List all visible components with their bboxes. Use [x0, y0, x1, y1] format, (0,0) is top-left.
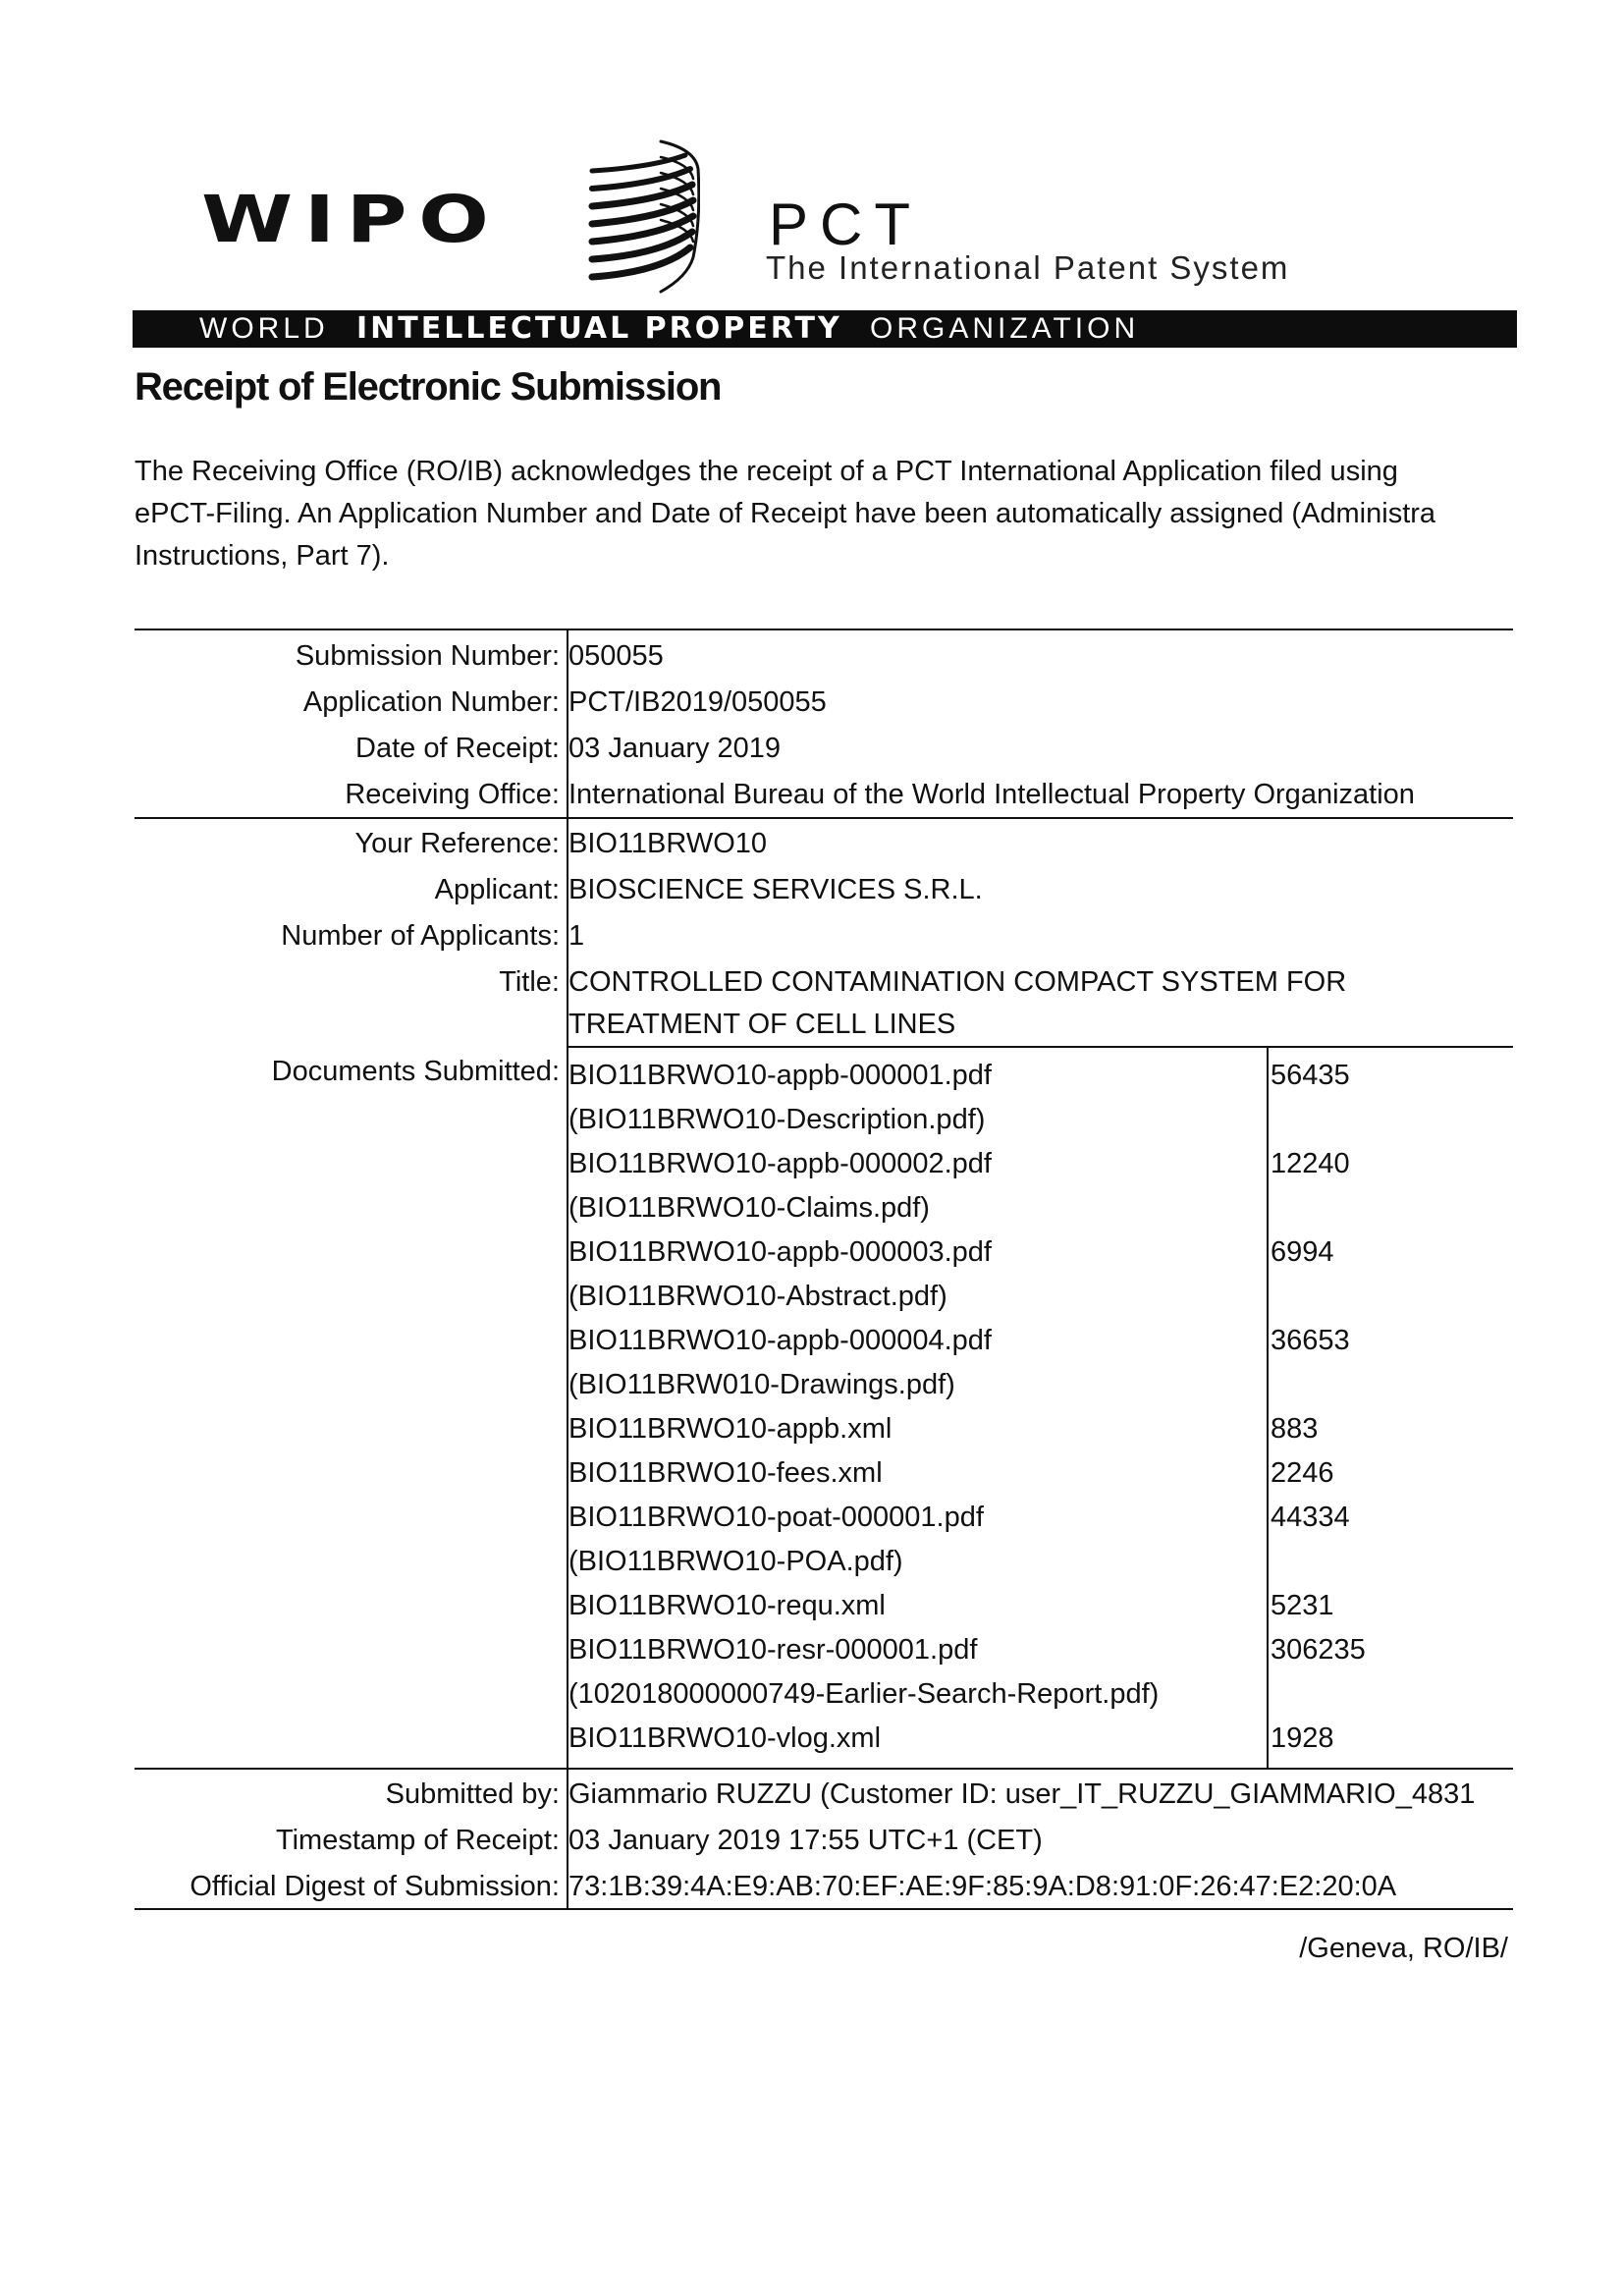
field-title — [135, 959, 1623, 1006]
field-value: 1 — [568, 920, 585, 952]
field-label: Official Digest of Submission: — [189, 1871, 560, 1902]
field-value: 73:1B:39:4A:E9:AB:70:EF:AE:9F:85:9A:D8:91:0F:26:47:E2:20:0A — [568, 1871, 1397, 1902]
document-size: 2246 — [1271, 1457, 1334, 1489]
field-application-number — [135, 680, 1623, 726]
intro-paragraph — [135, 451, 1623, 577]
field-value: 03 January 2019 17:55 UTC+1 (CET) — [568, 1825, 1043, 1856]
section-divider — [135, 1768, 1513, 1770]
document-size: 36653 — [1271, 1325, 1350, 1356]
field-label: Title: — [499, 966, 560, 998]
document-original-filename: (BIO11BRWO10-Description.pdf) — [568, 1104, 986, 1135]
intro-line: The Receiving Office (RO/IB) acknowledges the receipt of a PCT International Application filed using — [135, 456, 1398, 487]
field-value: International Bureau of the World Intellectual Property Organization — [568, 779, 1415, 810]
field-label: Timestamp of Receipt: — [275, 1825, 560, 1856]
document-filename: BIO11BRWO10-appb-000004.pdf — [568, 1325, 992, 1356]
field-applicant — [135, 867, 1623, 913]
size-column-divider — [1267, 1048, 1269, 1768]
field-number-of-applicants — [135, 913, 1623, 959]
field-value: TREATMENT OF CELL LINES — [568, 1009, 956, 1040]
field-label: Submission Number: — [295, 640, 560, 672]
document-size: 883 — [1271, 1413, 1319, 1445]
table-top-rule — [135, 629, 1513, 630]
document-original-filename: (102018000000749-Earlier-Search-Report.pdf) — [568, 1678, 1160, 1710]
field-label: Applicant: — [434, 874, 560, 905]
signature-geneva: /Geneva, RO/IB/ — [1299, 1933, 1508, 1964]
page-title: Receipt of Electronic Submission — [135, 365, 722, 409]
field-your-reference — [135, 821, 1623, 867]
field-value: PCT/IB2019/050055 — [568, 686, 827, 718]
field-title-continued — [135, 1002, 1623, 1048]
document-size: 6994 — [1271, 1236, 1334, 1268]
field-label: Receiving Office: — [345, 779, 560, 810]
intro-line: Instructions, Part 7). — [135, 540, 390, 572]
field-value: CONTROLLED CONTAMINATION COMPACT SYSTEM FOR — [568, 966, 1347, 998]
document-filename: BIO11BRWO10-poat-000001.pdf — [568, 1502, 984, 1533]
field-label: Your Reference: — [354, 828, 560, 859]
field-official-digest — [135, 1864, 1623, 1910]
document-size: 1928 — [1271, 1722, 1334, 1754]
banner-intellectual-property: INTELLECTUAL PROPERTY — [356, 311, 842, 346]
document-filename: BIO11BRWO10-resr-000001.pdf — [568, 1634, 978, 1666]
document-size: 44334 — [1271, 1502, 1350, 1533]
document-filename: BIO11BRWO10-appb.xml — [568, 1413, 893, 1445]
field-date-of-receipt — [135, 726, 1623, 772]
field-submission-number — [135, 633, 1623, 680]
banner-organization: ORGANIZATION — [870, 312, 1140, 345]
wipo-globe-icon — [568, 130, 700, 297]
field-value: BIO11BRWO10 — [568, 828, 768, 859]
wipo-banner — [133, 310, 1517, 348]
field-label: Application Number: — [302, 686, 560, 718]
pct-tagline: The International Patent System — [766, 249, 1290, 286]
pct-logo-text: PCT — [769, 191, 922, 257]
document-filename: BIO11BRWO10-appb-000001.pdf — [568, 1060, 992, 1091]
field-label: Number of Applicants: — [281, 920, 560, 952]
field-value: 050055 — [568, 640, 664, 672]
document-filename: BIO11BRWO10-vlog.xml — [568, 1722, 882, 1754]
document-filename: BIO11BRWO10-appb-000002.pdf — [568, 1148, 992, 1179]
field-timestamp-of-receipt — [135, 1818, 1623, 1864]
document-size: 12240 — [1271, 1148, 1350, 1179]
intro-line: ePCT-Filing. An Application Number and Date of Receipt have been automatically assigned (Administra — [135, 498, 1436, 529]
field-receiving-office — [135, 772, 1623, 818]
document-original-filename: (BIO11BRWO10-Claims.pdf) — [568, 1192, 930, 1224]
field-label: Documents Submitted: — [271, 1056, 560, 1087]
document-original-filename: (BIO11BRW010-Drawings.pdf) — [568, 1369, 955, 1400]
document-original-filename: (BIO11BRWO10-Abstract.pdf) — [568, 1281, 947, 1312]
wipo-logo-text: WIPO — [201, 182, 501, 257]
field-submitted-by — [135, 1772, 1623, 1818]
document-filename: BIO11BRWO10-appb-000003.pdf — [568, 1236, 992, 1268]
field-label: Date of Receipt: — [355, 733, 560, 764]
field-label: Submitted by: — [385, 1778, 560, 1810]
field-value: BIOSCIENCE SERVICES S.R.L. — [568, 874, 983, 905]
document-filename: BIO11BRWO10-requ.xml — [568, 1590, 886, 1621]
document-size: 56435 — [1271, 1060, 1350, 1091]
field-value: Giammario RUZZU (Customer ID: user_IT_RUZZU_GIAMMARIO_4831 — [568, 1778, 1476, 1810]
banner-world: WORLD — [199, 312, 329, 345]
document-original-filename: (BIO11BRWO10-POA.pdf) — [568, 1546, 903, 1577]
field-value: 03 January 2019 — [568, 733, 782, 764]
document-filename: BIO11BRWO10-fees.xml — [568, 1457, 883, 1489]
document-size: 306235 — [1271, 1634, 1366, 1666]
document-size: 5231 — [1271, 1590, 1334, 1621]
